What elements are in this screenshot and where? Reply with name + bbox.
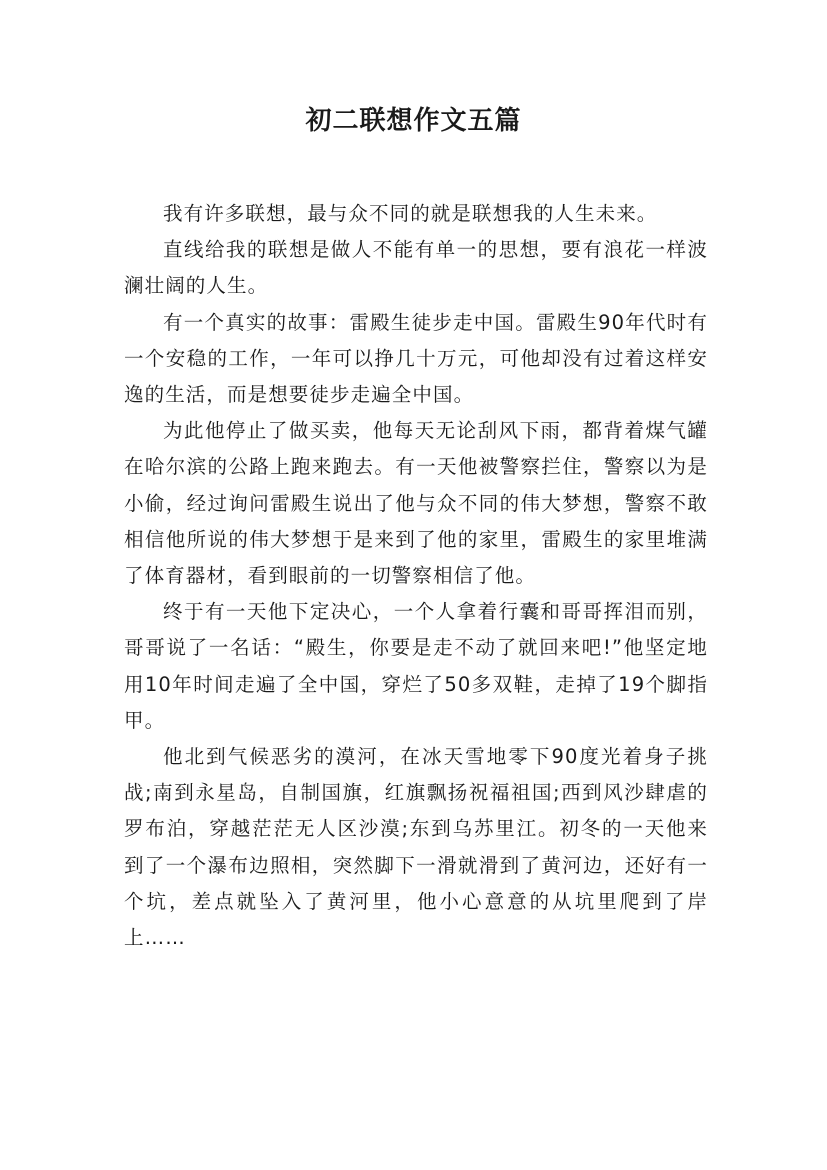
paragraph-2: 直线给我的联想是做人不能有单一的思想，要有浪花一样波澜壮阔的人生。 xyxy=(124,238,708,298)
paragraph-5: 终于有一天他下定决心，一个人拿着行囊和哥哥挥泪而别，哥哥说了一名话：“殿生，你要是走不动了就回来吧!”他坚定地用10年时间走遍了全中国，穿烂了50多双鞋，走掉了19个脚指甲。 xyxy=(124,600,708,732)
paragraph-3: 有一个真实的故事：雷殿生徒步走中国。雷殿生90年代时有一个安稳的工作，一年可以挣几十万元，可他却没有过着这样安逸的生活，而是想要徒步走遍全中国。 xyxy=(124,310,708,407)
document-body xyxy=(124,196,708,956)
paragraph-6: 他北到气候恶劣的漠河，在冰天雪地零下90度光着身子挑战;南到永星岛，自制国旗，红旗飘扬祝福祖国;西到风沙肆虐的罗布泊，穿越茫茫无人区沙漠;东到乌苏里江。初冬的一天他来到了一个瀑布边照相，突然脚下一滑就滑到了黄河边，还好有一个坑，差点就坠入了黄河里，他小心意意的从坑里爬到了岸上…… xyxy=(124,745,708,950)
document-title: 初二联想作文五篇 xyxy=(305,106,522,136)
paragraph-1: 我有许多联想，最与众不同的就是联想我的人生未来。 xyxy=(163,202,658,225)
paragraph-4: 为此他停止了做买卖，他每天无论刮风下雨，都背着煤气罐在哈尔滨的公路上跑来跑去。有一天他被警察拦住，警察以为是小偷，经过询问雷殿生说出了他与众不同的伟大梦想，警察不敢相信他所说的伟大梦想于是来到了他的家里，雷殿生的家里堆满了体育器材，看到眼前的一切警察相信了他。 xyxy=(124,419,708,588)
